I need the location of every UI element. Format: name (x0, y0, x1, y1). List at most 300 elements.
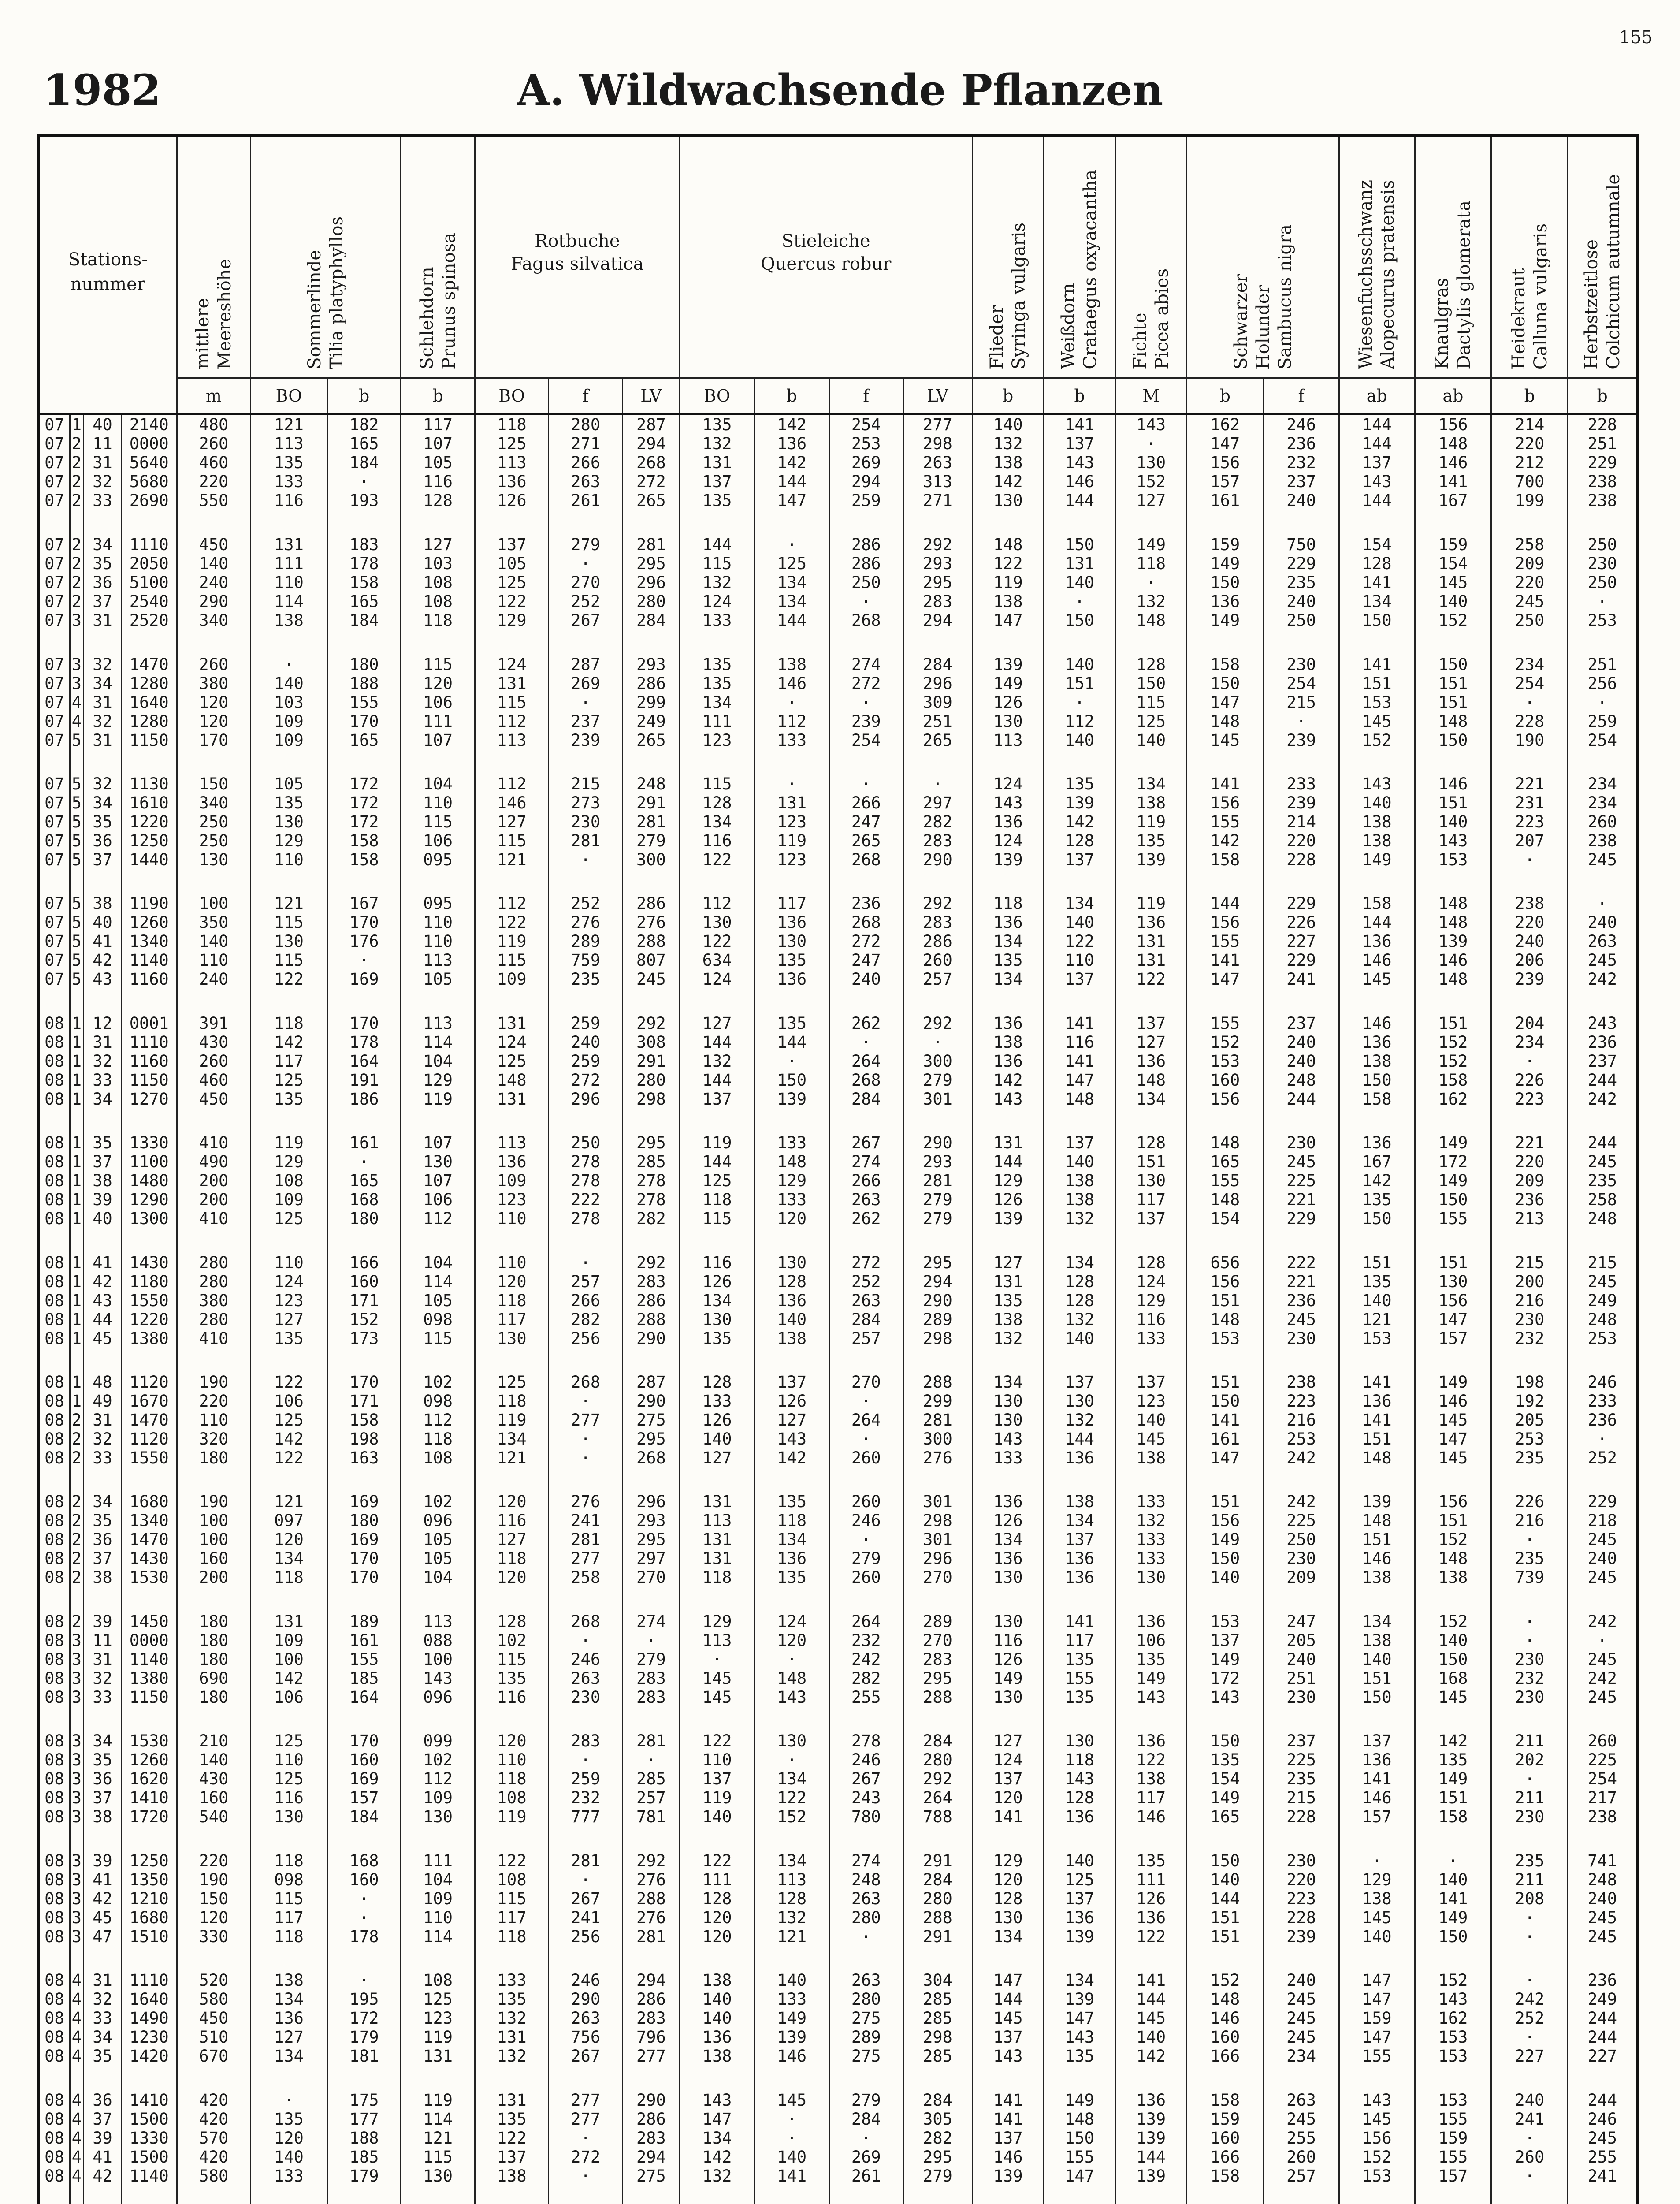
cell-value: 142 (1136, 2047, 1166, 2066)
cell-value: 143 (702, 2090, 732, 2110)
cell-value: · (1597, 894, 1607, 913)
value-cell (1115, 774, 1187, 894)
cell-value: 135 (1065, 1687, 1094, 1707)
cell-value: 140 (1136, 730, 1166, 750)
value-cell (829, 1971, 903, 2090)
cell-value: 139 (993, 2166, 1023, 2185)
cell-value: 102 (423, 1373, 453, 1392)
value-cell (680, 1373, 755, 1492)
value-cell (1115, 655, 1187, 774)
cell-value: 152 (777, 1807, 807, 1827)
cell-value: 132 (1065, 1310, 1094, 1329)
cell-value: 130 (274, 1807, 304, 1827)
cell-value: 08 (45, 1291, 64, 1310)
cell-value: 134 (993, 1373, 1023, 1392)
cell-value: 134 (777, 573, 807, 592)
cell-value: 380 (199, 674, 229, 693)
value-cell (1339, 1133, 1415, 1253)
cell-value: 138 (274, 611, 304, 630)
cell-value: 253 (1515, 1430, 1545, 1449)
cell-value: 119 (993, 573, 1023, 592)
cell-value: 293 (923, 1152, 952, 1172)
cell-value: 138 (1362, 812, 1392, 831)
cell-value: 143 (1362, 2090, 1392, 2110)
cell-value: · (359, 472, 369, 491)
cell-value: 137 (993, 1769, 1023, 1789)
cell-value: 217 (1587, 1788, 1617, 1808)
cell-value: 1500 (129, 2109, 169, 2129)
value-cell (680, 774, 755, 894)
value-cell (177, 2091, 251, 2204)
cell-value: 119 (423, 2028, 453, 2047)
cell-value: 135 (702, 491, 732, 510)
cell-value: 137 (993, 2128, 1023, 2148)
cell-value: 1300 (129, 1209, 169, 1229)
cell-value: 153 (1210, 1612, 1240, 1631)
cell-value: 1490 (129, 2009, 169, 2028)
cell-value: 141 (993, 2090, 1023, 2110)
unit-header: f (829, 378, 903, 414)
cell-value: 239 (1286, 730, 1316, 750)
value-cell (401, 1971, 475, 2090)
cell-value: 3 (71, 674, 82, 693)
cell-value: 140 (993, 415, 1023, 434)
value-cell (549, 414, 623, 536)
cell-value: 147 (1362, 1971, 1392, 1990)
cell-value: 113 (497, 453, 527, 472)
cell-value: 232 (851, 1631, 881, 1650)
cell-value: 3 (71, 1769, 82, 1789)
cell-value: 3 (71, 1788, 82, 1808)
value-cell (1187, 1971, 1264, 2090)
cell-value: 152 (1438, 1530, 1468, 1549)
cell-value: 226 (1515, 1492, 1545, 1512)
cell-value: 133 (274, 472, 304, 491)
value-cell (177, 535, 251, 655)
cell-value: 135 (777, 1568, 807, 1587)
cell-value: 4 (71, 2109, 82, 2129)
cell-value: 158 (349, 1411, 379, 1430)
cell-value: 138 (1362, 1631, 1392, 1650)
value-cell (1339, 774, 1415, 894)
cell-value: 111 (274, 554, 304, 573)
cell-value: 135 (702, 674, 732, 693)
cell-value: 08 (45, 1568, 64, 1587)
cell-value: 123 (777, 850, 807, 869)
cell-value: 118 (274, 1568, 304, 1587)
cell-value: 135 (274, 453, 304, 472)
cell-value: 118 (993, 894, 1023, 913)
cell-value: 1430 (129, 1253, 169, 1272)
cell-value: 134 (702, 692, 732, 712)
cell-value: 156 (1210, 1089, 1240, 1109)
cell-value: 245 (1587, 1908, 1617, 1927)
station-cell (84, 655, 122, 774)
cell-value: 257 (571, 1272, 601, 1291)
station-cell (121, 1971, 177, 2090)
cell-value: 134 (993, 1530, 1023, 1549)
cell-value: 136 (497, 472, 527, 491)
cell-value: 1 (71, 1310, 82, 1329)
cell-value: 2 (71, 535, 82, 555)
cell-value: 146 (1362, 951, 1392, 970)
cell-value: 161 (1210, 491, 1240, 510)
year-heading: 1982 (43, 65, 161, 115)
cell-value: 2 (71, 1568, 82, 1587)
cell-value: 223 (1515, 1089, 1545, 1109)
value-cell (622, 2091, 680, 2204)
cell-value: 200 (1515, 1272, 1545, 1291)
cell-value: 263 (1587, 932, 1617, 951)
cell-value: 340 (199, 793, 229, 812)
cell-value: 144 (702, 1070, 732, 1090)
value-cell (549, 1253, 623, 1373)
value-cell (1415, 1373, 1491, 1492)
cell-value: 1530 (129, 1731, 169, 1751)
cell-value: 275 (636, 1411, 666, 1430)
cell-value: 152 (1210, 1971, 1240, 1990)
value-cell (903, 1492, 972, 1612)
cell-value: 150 (1065, 535, 1094, 555)
cell-value: 137 (993, 2028, 1023, 2047)
cell-value: 136 (993, 1492, 1023, 1512)
value-cell (177, 1971, 251, 2090)
station-cell (84, 1851, 122, 1971)
cell-value: 126 (1136, 1889, 1166, 1908)
cell-value: 141 (1210, 774, 1240, 793)
cell-value: 256 (571, 1329, 601, 1348)
cell-value: 153 (1438, 2028, 1468, 2047)
cell-value: 285 (923, 2009, 952, 2028)
cell-value: 280 (923, 1889, 952, 1908)
cell-value: 128 (1065, 831, 1094, 850)
value-cell (1115, 1731, 1187, 1851)
cell-value: 127 (993, 1253, 1023, 1272)
value-cell (549, 1612, 623, 1731)
cell-value: 2 (71, 573, 82, 592)
cell-value: 290 (571, 1990, 601, 2009)
cell-value: 254 (1515, 674, 1545, 693)
cell-value: 269 (571, 674, 601, 693)
value-cell (327, 535, 401, 655)
cell-value: 230 (571, 1687, 601, 1707)
cell-value: 2 (71, 453, 82, 472)
cell-value: 139 (993, 850, 1023, 869)
cell-value: 244 (1587, 2028, 1617, 2047)
cell-value: 580 (199, 2166, 229, 2185)
cell-value: 249 (636, 711, 666, 731)
cell-value: 136 (777, 970, 807, 989)
cell-value: 145 (702, 1687, 732, 1707)
cell-value: 227 (1515, 2047, 1545, 2066)
value-cell (829, 1851, 903, 1971)
cell-value: 11 (93, 434, 112, 453)
cell-value: 145 (1438, 1448, 1468, 1468)
cell-value: 283 (571, 1731, 601, 1751)
unit-header: f (1264, 378, 1339, 414)
cell-value: 138 (993, 453, 1023, 472)
value-cell (1115, 1851, 1187, 1971)
cell-value: 172 (349, 774, 379, 793)
cell-value: 264 (851, 1051, 881, 1071)
cell-value: · (1296, 711, 1306, 731)
cell-value: 246 (571, 1971, 601, 1990)
cell-value: 32 (93, 472, 112, 491)
cell-value: 138 (993, 1310, 1023, 1329)
cell-value: 121 (497, 850, 527, 869)
cell-value: 228 (1286, 1908, 1316, 1927)
cell-value: 110 (423, 913, 453, 932)
cell-value: 135 (1210, 1750, 1240, 1770)
cell-value: 131 (497, 2028, 527, 2047)
station-cell (84, 535, 122, 655)
cell-value: 148 (1210, 711, 1240, 731)
value-cell (1568, 1731, 1637, 1851)
value-cell (1415, 1492, 1491, 1612)
cell-value: 259 (571, 1013, 601, 1033)
cell-value: 211 (1515, 1870, 1545, 1889)
cell-value: 125 (497, 434, 527, 453)
value-cell (1491, 894, 1568, 1013)
station-cell (84, 1014, 122, 1133)
value-cell (829, 414, 903, 536)
cell-value: 215 (1286, 692, 1316, 712)
cell-value: 104 (423, 1253, 453, 1272)
cell-value: 165 (349, 592, 379, 611)
cell-value: 1 (71, 1089, 82, 1109)
cell-value: 119 (1136, 894, 1166, 913)
table-row-group (38, 1492, 1637, 1612)
station-cell (38, 1253, 70, 1373)
cell-value: 129 (702, 1612, 732, 1631)
cell-value: 170 (349, 711, 379, 731)
cell-value: 32 (93, 774, 112, 793)
cell-value: 170 (349, 1549, 379, 1568)
cell-value: 1160 (129, 1051, 169, 1071)
value-cell (1264, 1014, 1339, 1133)
cell-value: 298 (636, 1089, 666, 1109)
cell-value: 139 (1136, 2109, 1166, 2129)
cell-value: 128 (1136, 655, 1166, 674)
cell-value: 142 (1438, 1731, 1468, 1751)
value-cell (1044, 1851, 1115, 1971)
cell-value: 130 (199, 850, 229, 869)
table-row-group (38, 655, 1637, 774)
cell-value: 245 (1587, 951, 1617, 970)
station-cell (38, 414, 70, 536)
cell-value: 150 (1210, 674, 1240, 693)
cell-value: 1150 (129, 1687, 169, 1707)
cell-value: 07 (45, 812, 64, 831)
cell-value: 298 (923, 1329, 952, 1348)
cell-value: 109 (423, 1889, 453, 1908)
cell-value: 144 (1065, 491, 1094, 510)
cell-value: 137 (1065, 970, 1094, 989)
cell-value: 2 (71, 1530, 82, 1549)
value-cell (401, 1373, 475, 1492)
cell-value: 140 (777, 2147, 807, 2167)
cell-value: 259 (571, 1769, 601, 1789)
cell-value: 144 (993, 1990, 1023, 2009)
cell-value: 126 (993, 692, 1023, 712)
cell-value: 269 (851, 2147, 881, 2167)
value-cell (1339, 1851, 1415, 1971)
cell-value: 133 (993, 1448, 1023, 1468)
value-cell (1491, 1492, 1568, 1612)
unit-header: b (401, 378, 475, 414)
value-cell (1491, 1971, 1568, 2090)
cell-value: 178 (349, 1927, 379, 1946)
value-cell (475, 655, 549, 774)
cell-value: 32 (93, 1668, 112, 1688)
value-cell (1568, 774, 1637, 894)
cell-value: 136 (1362, 1750, 1392, 1770)
cell-value: 37 (93, 1152, 112, 1172)
cell-value: 07 (45, 831, 64, 850)
cell-value: 253 (1587, 611, 1617, 630)
value-cell (327, 894, 401, 1013)
cell-value: 1130 (129, 774, 169, 793)
cell-value: 253 (851, 434, 881, 453)
cell-value: 124 (274, 1272, 304, 1291)
cell-value: 420 (199, 2109, 229, 2129)
cell-value: 232 (1286, 453, 1316, 472)
cell-value: 120 (993, 1870, 1023, 1889)
cell-value: 261 (851, 2166, 881, 2185)
cell-value: 225 (1286, 1750, 1316, 1770)
cell-value: 118 (423, 1430, 453, 1449)
cell-value: 288 (923, 1373, 952, 1392)
cell-value: 4 (71, 711, 82, 731)
cell-value: · (284, 2090, 294, 2110)
cell-value: · (1524, 692, 1535, 712)
cell-value: 08 (45, 1209, 64, 1229)
value-cell (549, 774, 623, 894)
cell-value: 128 (423, 491, 453, 510)
value-cell (327, 655, 401, 774)
cell-value: 108 (423, 573, 453, 592)
cell-value: 107 (423, 1133, 453, 1153)
value-cell (972, 535, 1044, 655)
cell-value: 126 (993, 1649, 1023, 1669)
cell-value: 154 (1362, 535, 1392, 555)
cell-value: 248 (636, 774, 666, 793)
cell-value: 278 (571, 1171, 601, 1191)
value-cell (327, 1971, 401, 2090)
cell-value: 294 (636, 2147, 666, 2167)
cell-value: 134 (1065, 1971, 1094, 1990)
cell-value: 148 (1438, 1549, 1468, 1568)
cell-value: 284 (923, 2090, 952, 2110)
cell-value: 110 (274, 850, 304, 869)
cell-value: · (1146, 434, 1156, 453)
cell-value: 1340 (129, 1511, 169, 1530)
cell-value: 227 (1587, 2047, 1617, 2066)
cell-value: 38 (93, 1807, 112, 1827)
station-cell (38, 1612, 70, 1731)
cell-value: 257 (636, 1788, 666, 1808)
cell-value: 138 (777, 1329, 807, 1348)
value-cell (1568, 1133, 1637, 1253)
cell-value: 122 (702, 1731, 732, 1751)
cell-value: 260 (199, 434, 229, 453)
column-header-6: Weißdorn Crataegus oxyacantha (1044, 136, 1115, 378)
cell-value: 248 (851, 1870, 881, 1889)
cell-value: 117 (274, 1908, 304, 1927)
value-cell (1491, 1731, 1568, 1851)
value-cell (1187, 1373, 1264, 1492)
cell-value: 184 (349, 453, 379, 472)
cell-value: 105 (497, 554, 527, 573)
cell-value: 128 (702, 1889, 732, 1908)
cell-value: 49 (93, 1392, 112, 1411)
cell-value: 117 (777, 894, 807, 913)
cell-value: 137 (1065, 850, 1094, 869)
cell-value: 115 (423, 812, 453, 831)
value-cell (549, 1133, 623, 1253)
cell-value: 136 (777, 1549, 807, 1568)
cell-value: 129 (1362, 1870, 1392, 1889)
value-cell (680, 894, 755, 1013)
cell-value: 150 (1362, 1209, 1392, 1229)
station-cell (70, 1133, 83, 1253)
cell-value: 150 (1136, 674, 1166, 693)
value-cell (622, 774, 680, 894)
cell-value: 158 (1210, 850, 1240, 869)
cell-value: 262 (851, 1209, 881, 1229)
cell-value: 137 (1065, 434, 1094, 453)
cell-value: 1110 (129, 1032, 169, 1052)
cell-value: 240 (1587, 1549, 1617, 1568)
cell-value: 246 (1587, 1373, 1617, 1392)
cell-value: 143 (777, 1687, 807, 1707)
cell-value: 112 (497, 774, 527, 793)
cell-value: 246 (851, 1750, 881, 1770)
cell-value: 152 (1438, 1032, 1468, 1052)
cell-value: 293 (923, 554, 952, 573)
cell-value: 238 (1587, 831, 1617, 850)
cell-value: 250 (199, 831, 229, 850)
cell-value: 131 (702, 1492, 732, 1512)
cell-value: 134 (274, 1549, 304, 1568)
cell-value: 47 (93, 1927, 112, 1946)
value-cell (1415, 655, 1491, 774)
cell-value: 08 (45, 1152, 64, 1172)
cell-value: 144 (1362, 434, 1392, 453)
cell-value: 08 (45, 2166, 64, 2185)
cell-value: 148 (1136, 611, 1166, 630)
cell-value: 284 (851, 1310, 881, 1329)
cell-value: 179 (349, 2028, 379, 2047)
cell-value: 142 (777, 1448, 807, 1468)
cell-value: 150 (1362, 1687, 1392, 1707)
value-cell (1115, 1253, 1187, 1373)
cell-value: 230 (1515, 1807, 1545, 1827)
value-cell (1339, 1492, 1415, 1612)
cell-value: 180 (199, 1631, 229, 1650)
value-cell (475, 1492, 549, 1612)
cell-value: 148 (1210, 1133, 1240, 1153)
cell-value: 104 (423, 1870, 453, 1889)
cell-value: 33 (93, 1448, 112, 1468)
cell-value: 291 (923, 1927, 952, 1946)
cell-value: 113 (702, 1511, 732, 1530)
cell-value: 113 (423, 1612, 453, 1631)
cell-value: 279 (851, 2090, 881, 2110)
cell-value: 137 (1065, 1373, 1094, 1392)
value-cell (475, 1133, 549, 1253)
cell-value: 263 (851, 1889, 881, 1908)
